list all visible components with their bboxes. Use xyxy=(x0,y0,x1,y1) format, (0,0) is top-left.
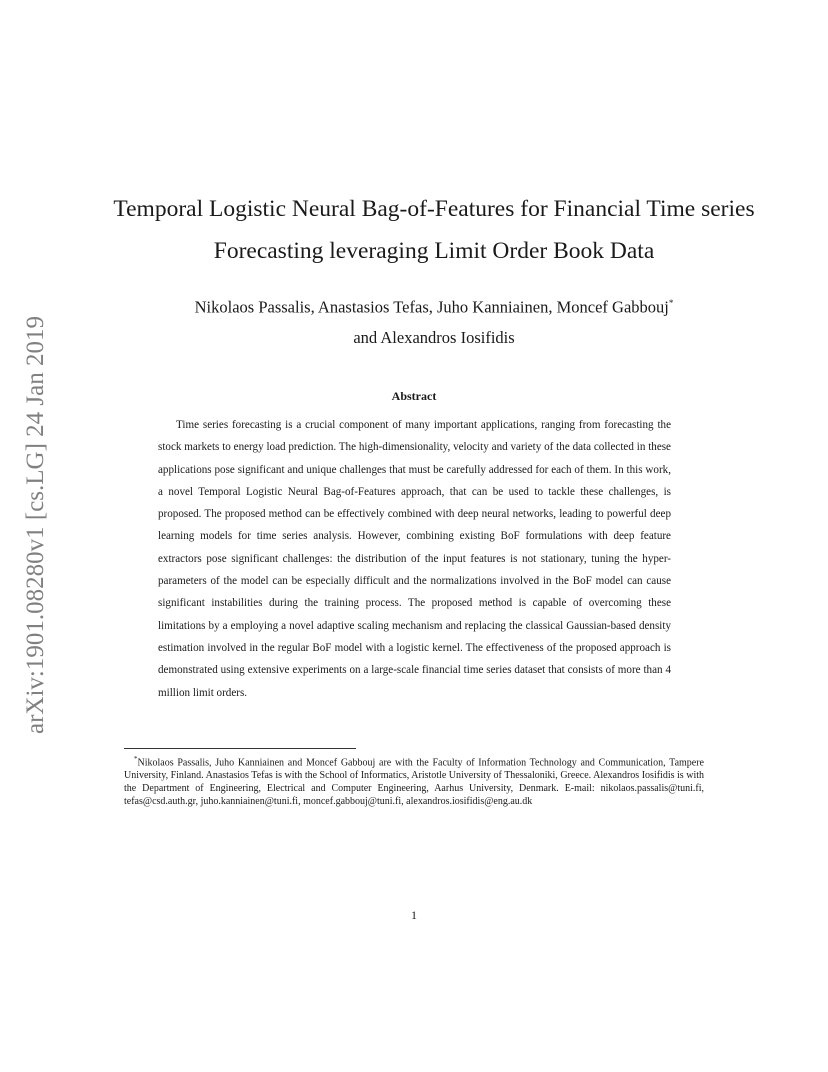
authors-names: Nikolaos Passalis, Anastasios Tefas, Juho Kanniainen, Moncef Gabbouj xyxy=(194,297,669,317)
footnote-divider xyxy=(124,748,356,749)
paper-title: Temporal Logistic Neural Bag-of-Features for Financial Time series Forecasting leveraging Limit Order Book Data xyxy=(113,196,755,264)
abstract-heading: Abstract xyxy=(391,389,437,403)
authors-line-2: and Alexandros Iosifidis xyxy=(353,327,515,347)
page-number: 1 xyxy=(411,908,417,922)
footnote-text: Nikolaos Passalis, Juho Kanniainen and Moncef Gabbouj are with the Faculty of Information Technology and Communication, Tampere University, Finland. Anastasios Tefas is with the School of Informatics, Aristotle University of Thessaloniki, Greece. Alexandros Iosifidis is with the Department of Engineering, Electrical and Computer Engineering, Aarhus University, Denmark. E-mail: nikolaos.passalis@tuni.fi, tefas@csd.auth.gr, juho.kanniainen@tuni.fi, moncef.gabbouj@tuni.fi, alexandros.iosifidis@eng.au.dk xyxy=(124,757,704,808)
abstract-body: Time series forecasting is a crucial component of many important applications, ranging from forecasting the stock markets to energy load prediction. The high-dimensionality, velocity and variety of the data collected in these applications pose significant and unique challenges that must be carefully addressed for each of them. In this work, a novel Temporal Logistic Neural Bag-of-Features approach, that can be used to tackle these challenges, is proposed. The proposed method can be effectively combined with deep neural networks, leading to powerful deep learning models for time series analysis. However, combining existing BoF formulations with deep feature extractors pose significant challenges: the distribution of the input features is not stationary, tuning the hyper-parameters of the model can be especially difficult and the normalizations involved in the BoF model can cause significant instabilities during the training process. The proposed method is capable of overcoming these limitations by a employing a novel adaptive scaling mechanism and replacing the classical Gaussian-based density estimation involved in the regular BoF model with a logistic kernel. The effectiveness of the proposed approach is demonstrated using extensive experiments on a large-scale financial time series dataset that consists of more than 4 million limit orders. xyxy=(158,419,671,699)
author-list xyxy=(100,288,768,353)
footnote-marker: * xyxy=(134,755,138,763)
author-footnote-marker: * xyxy=(668,298,674,308)
footnote xyxy=(124,753,704,808)
arxiv-identifier: arXiv:1901.08280v1 [cs.LG] 24 Jan 2019 xyxy=(22,316,49,734)
authors-line-1 xyxy=(100,288,768,323)
